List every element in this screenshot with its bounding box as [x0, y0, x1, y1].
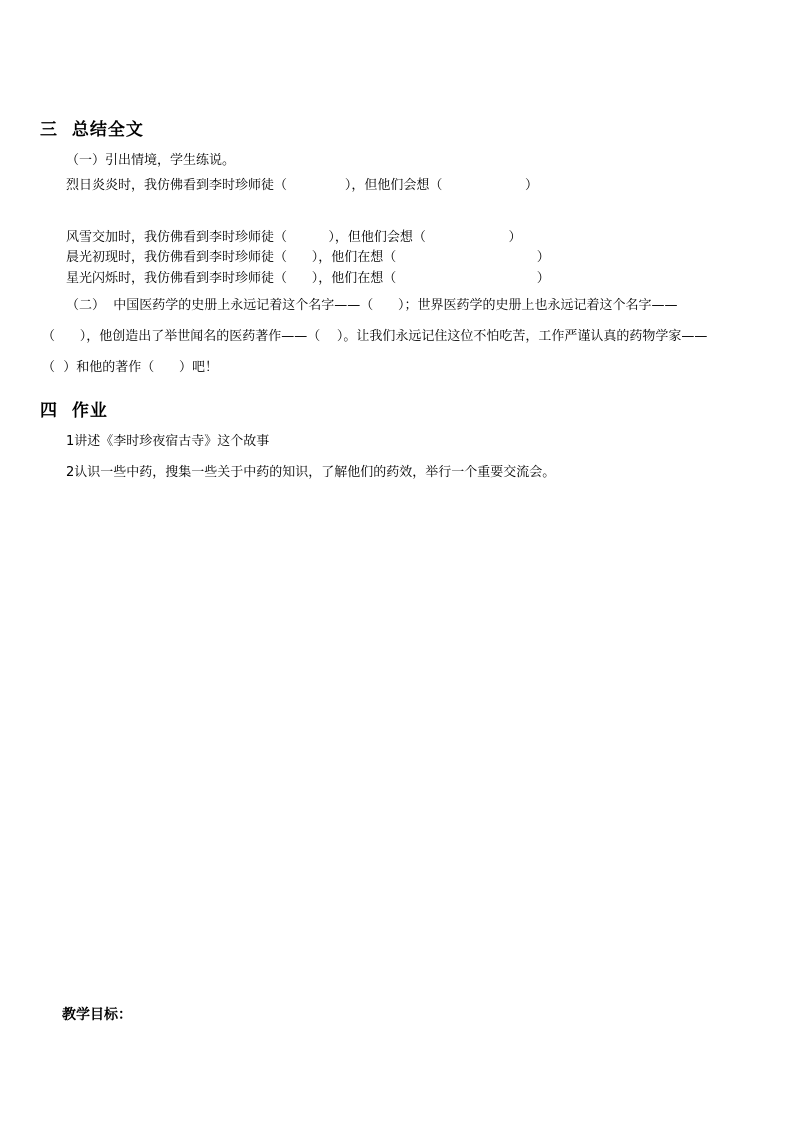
- section-3-heading: 三 总结全文: [40, 120, 144, 140]
- part-2-line-2: （ ），他创造出了举世闻名的医药著作——（ ）。让我们永远记住这位不怕吃苦，工作严谨认真的药物学家——: [42, 329, 708, 344]
- part-2-line-1: （二） 中国医药学的史册上永远记着这个名字——（ ）；世界医药学的史册上也永远记着这个名字——: [66, 298, 678, 313]
- homework-item-2: 2认识一些中药，搜集一些关于中药的知识，了解他们的药效，举行一个重要交流会。: [66, 465, 556, 480]
- teaching-objectives-label: 教学目标：: [62, 1007, 132, 1023]
- sentence-dawn: 晨光初现时，我仿佛看到李时珍师徒（ ），他们在想（ ）: [66, 250, 550, 265]
- part-1-intro: （一）引出情境，学生练说。: [66, 153, 236, 168]
- section-4-heading: 四 作业: [40, 401, 108, 421]
- sentence-snow-storm: 风雪交加时，我仿佛看到李时珍师徒（ ），但他们会想（ ）: [66, 230, 522, 245]
- sentence-starlight: 星光闪烁时，我仿佛看到李时珍师徒（ ），他们在想（ ）: [66, 271, 550, 286]
- homework-item-1: 1讲述《李时珍夜宿古寺》这个故事: [66, 434, 270, 449]
- part-2-line-3: （ ）和他的著作（ ）吧！: [42, 360, 219, 375]
- sentence-hot-sun: 烈日炎炎时，我仿佛看到李时珍师徒（ ），但他们会想（ ）: [66, 178, 538, 193]
